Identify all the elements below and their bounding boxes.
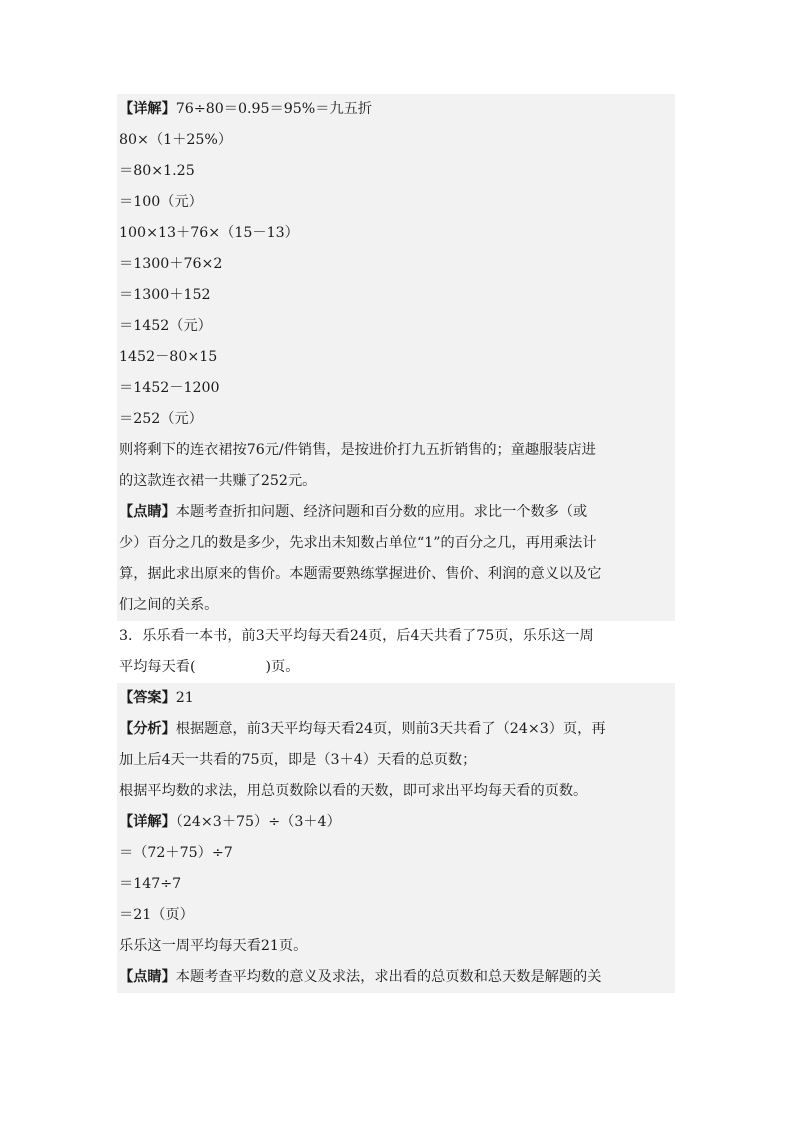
line-text: 算，据此求出原来的售价。本题需要熟练掌握进价、售价、利润的意义以及它	[119, 566, 602, 582]
analysis-line	[117, 745, 675, 776]
line-text: ＝147÷7	[119, 876, 182, 892]
section-tag: 【详解】	[119, 814, 176, 830]
calc-line	[117, 869, 675, 900]
line-text: 本题考查平均数的意义及求法，求出看的总页数和总天数是解题的关	[175, 969, 602, 985]
line-text: 100×13＋76×（15－13）	[119, 225, 299, 241]
conclusion-line	[117, 435, 675, 466]
line-text: 3．乐乐看一本书，前3天平均每天看24页，后4天共看了75页，乐乐这一周	[119, 628, 594, 644]
section-tag: 【答案】	[119, 690, 176, 706]
line-text: ＝1452－1200	[119, 380, 220, 396]
section-tag: 【点睛】	[119, 504, 176, 520]
line-text: 平均每天看(	[119, 659, 196, 675]
calc-line	[117, 249, 675, 280]
analysis-line	[117, 714, 675, 745]
comment-line	[117, 590, 675, 621]
line-text: 76÷80＝0.95＝95%＝九五折	[175, 101, 373, 117]
comment-line	[117, 528, 675, 559]
comment-line	[117, 962, 675, 993]
line-text: 的这款连衣裙一共赚了252元。	[119, 473, 317, 489]
line-text: 乐乐这一周平均每天看21页。	[119, 938, 308, 954]
line-text: 们之间的关系。	[119, 597, 219, 613]
line-text: 根据平均数的求法，用总页数除以看的天数，即可求出平均每天看的页数。	[119, 783, 588, 799]
calc-line	[117, 156, 675, 187]
section-tag: 【详解】	[119, 101, 176, 117]
conclusion-line	[117, 466, 675, 497]
line-text: ＝21（页）	[119, 907, 194, 923]
document-page	[117, 94, 675, 993]
line-text: ＝80×1.25	[119, 163, 195, 179]
calc-line	[117, 280, 675, 311]
analysis-line	[117, 776, 675, 807]
line-text: 少）百分之几的数是多少，先求出未知数占单位“1”的百分之几，再用乘法计	[119, 535, 597, 551]
question-line	[117, 652, 675, 683]
calc-line	[117, 342, 675, 373]
calc-line	[117, 311, 675, 342]
question-line	[117, 621, 675, 652]
line-text: 根据题意，前3天平均每天看24页，则前3天共看了（24×3）页，再	[175, 721, 606, 737]
line-text: 本题考查折扣问题、经济问题和百分数的应用。求比一个数多（或	[175, 504, 588, 520]
line-text: )页。	[265, 659, 300, 675]
section-tag: 【分析】	[119, 721, 176, 737]
answer-line	[117, 683, 675, 714]
line-text: 加上后4天一共看的75页，即是（3＋4）天看的总页数；	[119, 752, 477, 768]
calc-line	[117, 404, 675, 435]
conclusion-line	[117, 931, 675, 962]
solution-line	[117, 94, 675, 125]
line-text: ＝100（元）	[119, 194, 203, 210]
line-text: ＝（72＋75）÷7	[119, 845, 233, 861]
calc-line	[117, 218, 675, 249]
comment-line	[117, 559, 675, 590]
calc-line	[117, 900, 675, 931]
line-text: ＝1300＋152	[119, 287, 211, 303]
line-text: 1452－80×15	[119, 349, 218, 365]
calc-line	[117, 373, 675, 404]
line-text: ＝1452（元）	[119, 318, 212, 334]
line-text: 则将剩下的连衣裙按76元/件销售，是按进价打九五折销售的；童趣服装店进	[119, 442, 596, 458]
calc-line	[117, 125, 675, 156]
line-text: （24×3＋75）÷（3＋4）	[175, 814, 341, 830]
comment-line	[117, 497, 675, 528]
line-text: ＝1300＋76×2	[119, 256, 223, 272]
calc-line	[117, 187, 675, 218]
line-text: 21	[175, 690, 194, 706]
solution-line	[117, 807, 675, 838]
calc-line	[117, 838, 675, 869]
line-text: 80×（1＋25%）	[119, 132, 233, 148]
section-tag: 【点睛】	[119, 969, 176, 985]
line-text: ＝252（元）	[119, 411, 203, 427]
